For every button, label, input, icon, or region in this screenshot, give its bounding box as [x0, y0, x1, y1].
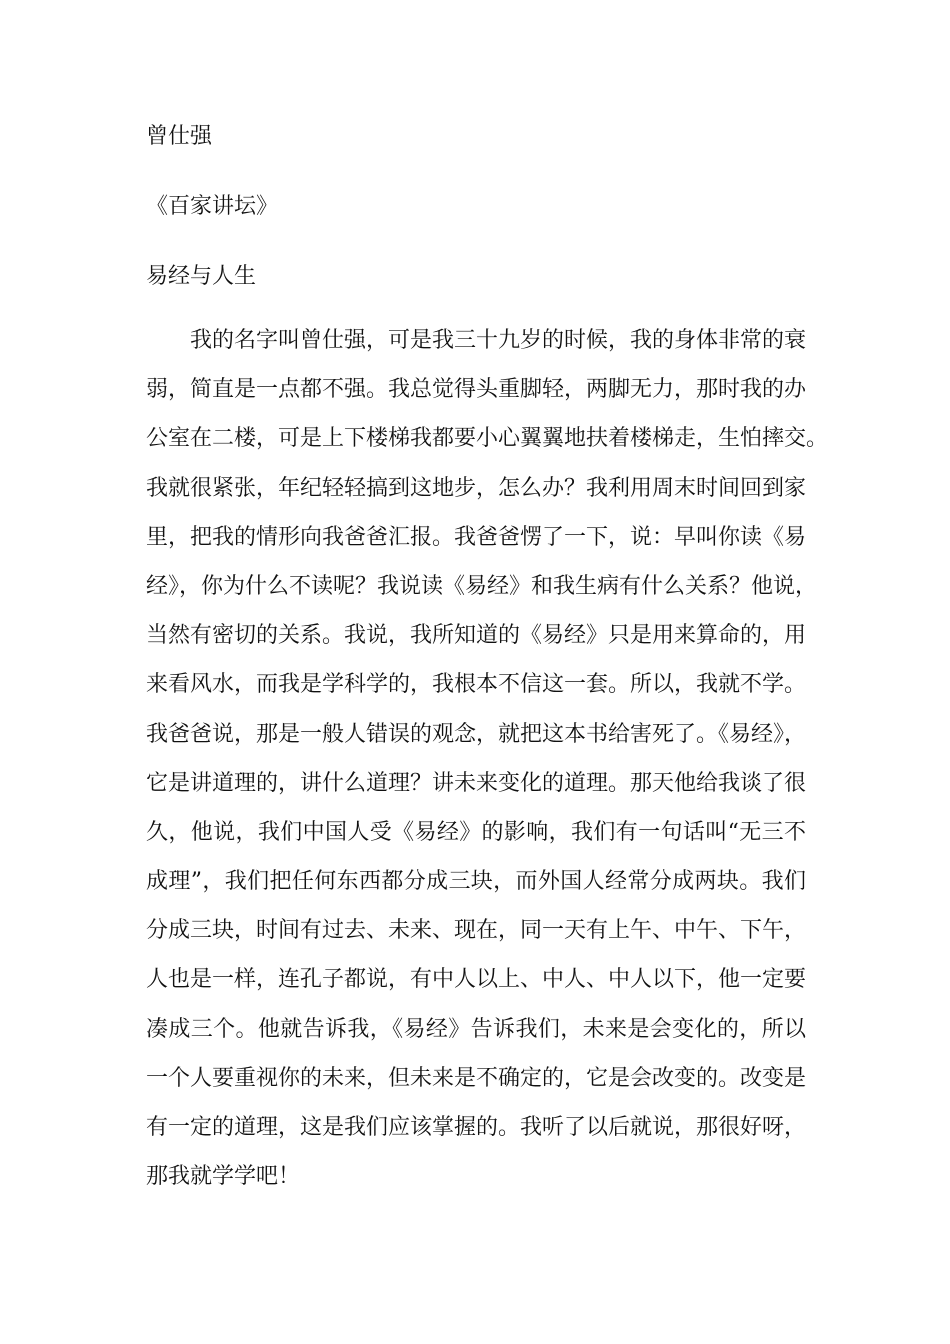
paragraph-line: 公室在二楼，可是上下楼梯我都要小心翼翼地扶着楼梯走，生怕摔交。 — [146, 426, 829, 452]
paragraph-line: 凑成三个。他就告诉我，《易经》告诉我们，未来是会变化的，所以 — [146, 1016, 806, 1042]
paragraph-line: 成理”，我们把任何东西都分成三块，而外国人经常分成两块。我们 — [146, 869, 806, 895]
lecture-title: 易经与人生 — [146, 264, 257, 289]
paragraph-line: 我的名字叫曾仕强，可是我三十九岁的时候，我的身体非常的衰 — [190, 328, 807, 353]
series-title: 《百家讲坛》 — [146, 194, 279, 219]
paragraph-line: 经》，你为什么不读呢？我说读《易经》和我生病有什么关系？他说， — [146, 573, 818, 599]
paragraph-line: 我爸爸说，那是一般人错误的观念，就把这本书给害死了。《易经》， — [146, 721, 807, 747]
paragraph-line: 有一定的道理，这是我们应该掌握的。我听了以后就说，那很好呀， — [146, 1115, 807, 1140]
paragraph-line: 久，他说，我们中国人受《易经》的影响，我们有一句话叫“无三不 — [146, 819, 806, 845]
author-name: 曾仕强 — [146, 124, 213, 149]
paragraph-line: 当然有密切的关系。我说，我所知道的《易经》只是用来算命的，用 — [146, 623, 807, 649]
paragraph-line: 我就很紧张，年纪轻轻搞到这地步，怎么办？我利用周末时间回到家 — [146, 475, 807, 501]
paragraph-line: 里，把我的情形向我爸爸汇报。我爸爸愣了一下，说：早叫你读《易 — [146, 524, 807, 550]
paragraph-line: 一个人要重视你的未来，但未来是不确定的，它是会改变的。改变是 — [146, 1065, 807, 1091]
body-paragraph — [146, 326, 829, 1211]
paragraph-line: 来看风水，而我是学科学的，我根本不信这一套。所以，我就不学。 — [146, 672, 807, 698]
paragraph-line: 弱，简直是一点都不强。我总觉得头重脚轻，两脚无力，那时我的办 — [146, 377, 807, 403]
paragraph-line: 那我就学学吧！ — [146, 1164, 301, 1190]
paragraph-line: 人也是一样，连孔子都说，有中人以上、中人、中人以下，他一定要 — [146, 967, 807, 993]
paragraph-line: 分成三块，时间有过去、未来、现在，同一天有上午、中午、下午， — [146, 918, 807, 944]
paragraph-line: 它是讲道理的，讲什么道理？讲未来变化的道理。那天他给我谈了很 — [146, 770, 807, 796]
